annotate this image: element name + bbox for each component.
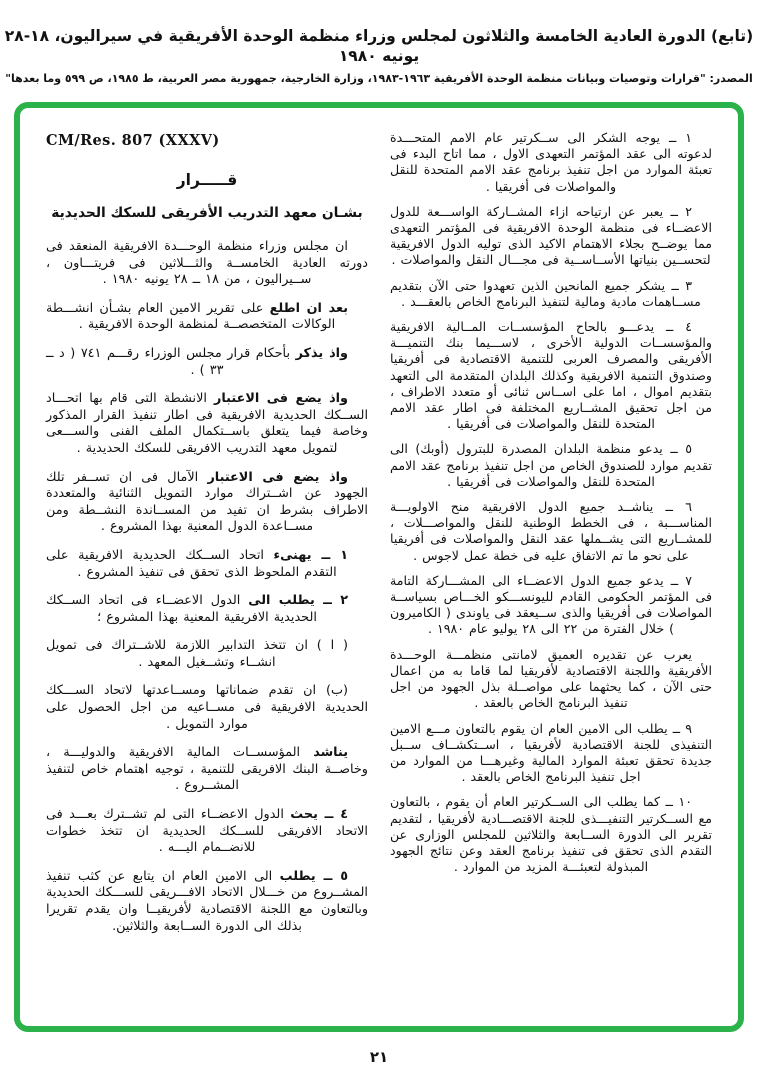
two-column-content: [20, 108, 738, 1026]
resolution-paragraph: [46, 548, 368, 581]
resolution-paragraph: [46, 593, 368, 626]
page-header: [0, 0, 758, 86]
paragraph-text: على تقرير الامين العام بشـأن انشـــطة الوكالات المتخصصــة لمنظمة الوحدة الافريقية .: [46, 300, 336, 333]
resolution-paragraph: [390, 794, 712, 875]
resolution-subtitle: بشـان معهد التدريب الأفريقى للسكك الحديدية: [51, 205, 363, 221]
paragraph-lead: واذ يضع فى الاعتبار: [207, 469, 348, 485]
doc-ref: CM/Res. 807 (XXXV): [46, 132, 220, 149]
resolution-paragraph: [46, 745, 368, 795]
resolution-paragraph: [390, 721, 712, 786]
resolution-paragraph: [390, 204, 712, 269]
paragraph-text: الدول الاعضــاء فى اتحاد الســكك الحديدية الافريقية المعنية بهذا المشروع ؛: [46, 593, 317, 625]
resolution-paragraph: [46, 807, 368, 857]
paragraph-lead: بعد ان اطلع: [269, 300, 348, 316]
resolution-paragraph: [390, 278, 712, 310]
paragraph-text: ان مجلس وزراء منظمة الوحـــدة الافريقية المنعقد فى دورته العادية الخامســة والثـــلاثين فى فريتـــاون ، ســيراليون ، من ١٨ ــ ٢٨ يونيه ١٩٨٠ .: [46, 239, 368, 288]
resolution-paragraph: [390, 573, 712, 638]
resolution-paragraph: [46, 239, 368, 289]
paragraph-text: (ب) ان تقدم ضماناتها ومســاعدتها لاتحاد الســـكك الحديدية الافريقية فى مســاعيه من اجل الحصول على موارد التمويل .: [46, 683, 368, 732]
resolution-paragraph: [46, 869, 368, 935]
paragraph-text: ٤ ــ يدعـــو بالحاح المؤسســات المــالية الافريقية والمؤسســات الدولية الأخرى ، لاســـيما بنك التنميـــة الأفريقى والمصرف العربى للتنمية الاقتصادية فى أفريقيا وصندوق التنمية الافريقية وكذلك البلدان المتقدمة الى التعهد بتقديم اموال ، اما على اســاس ثنائى أو متعدد الاطراف ، من اجل تحقيق المشــاريع المختلفة فى اطار عقد الامم المتحدة للنقل والمواصلات فى أفريقيا .: [390, 319, 712, 432]
resolution-paragraph: [390, 499, 712, 564]
paragraph-text: ١٠ ــ كما يطلب الى الســكرتير العام أن يقوم ، بالتعاون مع الســكرتير التنفيـــذى للجنة الاقتصـــادية لأفريقيا ، لتقديم تقرير الى الدورة الســابعة والثلاثين للمجلس الوزارى عن التقدم الذى تحقق فى تنفيذ برنامج العقد وعن نتائج الجهود المبذولة لتعبئـــة المزيد من الموارد .: [390, 794, 712, 875]
paragraph-text: ٧ ــ يدعو جميع الدول الاعضــاء الى المشـــاركة التامة فى المؤتمر الحكومى القادم لليونســـكو الخـــاص بسياســة المواصلات فى أفريقيا والذى ســيعقد فى ياوندى ( الكاميرون ) خلال الفترة من ٢٢ الى ٢٨ يوليو عام ١٩٨٠ .: [390, 572, 712, 637]
resolution-paragraph: [46, 683, 368, 733]
resolution-paragraph: [390, 647, 712, 712]
resolution-paragraph: [46, 346, 368, 379]
resolution-paragraph: [46, 391, 368, 457]
paragraph-text: الانشطة التى قام بها اتحـــاد الســكك الحديدية الافريقية فى اطار تنفيذ القرار المذكور وخاصة فيما يتعلق باســتكمال الملف الفنى والســـعى لتمويل معهد التدريب الافريقى للسكك الحديدية .: [46, 391, 368, 456]
paragraph-lead: ٢ ــ يطلب الى: [248, 593, 348, 609]
resolution-paragraph: [390, 130, 712, 195]
paragraph-text: الآمال فى ان تســفر تلك الجهود عن اشــتراك موارد التمويل الثنائية والمتعددة الاطراف بشرط ان تفيد من المســاندة النشــطة ومن مســاعدة الدول المعنية بهذا المشروع .: [46, 469, 368, 535]
paragraph-text: بأحكام قرار مجلس الوزراء رقـــم ٧٤١ ( د ــ ٣٣ ) .: [46, 345, 296, 378]
paragraph-lead: يناشد: [313, 745, 348, 761]
paragraph-text: ٢ ــ يعبر عن ارتياحه ازاء المشــاركة الواســـعة للدول الاعضــاء فى منظمة الوحدة الافريقية فى المؤتمر التعهدى مما يوضــح بجلاء الاهتمام الاكيد الذى توليه الدول الافريقية لتحســين بنياتها الأســاســية فى مجـــال النقل والمواصلات .: [390, 203, 712, 268]
paragraph-lead: ٥ ــ يطلب: [279, 868, 348, 884]
paragraph-text: اتحاد الســكك الحديدية الافريقية على التقدم الملحوظ الذى تحقق فى تنفيذ المشروع .: [46, 547, 337, 580]
paragraph-text: ٩ ــ يطلب الى الامين العام ان يقوم بالتعاون مـــع الامين التنفيذى للجنة الاقتصادية لأفريقيا ، اســتكشــاف ســبل جديدة تحقق تعبئة الموارد المالية وغيرهـــا من الموارد من اجل تنفيذ البرنامج الخاص بالعقد .: [390, 720, 712, 785]
paragraph-text: الى الامين العام ان يتابع عن كثب تنفيذ المشــروع من خـــلال الاتحاد الافـــريقى للســـكك الحديدية وبالتعاون مع اللجنة الاقتصادية لأفريقيــا وان يقدم تقريرا بذلك الى الدورة الســابعة والثلاثين.: [46, 868, 368, 934]
paragraph-text: ١ ــ يوجه الشكر الى ســكرتير عام الامم المتحـــدة لدعوته الى عقد المؤتمر التعهدى الاول ، مما اتاح البدء فى تعبئة الموارد من اجل تنفيذ برنامج عقد الامم المتحدة للنقل والمواصلات فى أفريقيا .: [390, 130, 712, 194]
paragraph-lead: واذ يذكر: [295, 345, 348, 361]
resolution-paragraph: [390, 319, 712, 432]
resolution-paragraph: [390, 441, 712, 490]
page-number: ٢١: [369, 1048, 389, 1066]
header-source-line: المصدر: "قرارات وتوصيات وبيانات منظمة الوحدة الأفريقية ١٩٦٣-١٩٨٣، وزارة الخارجية، جمهورية مصر العربية، ط ١٩٨٥، ص ٥٩٩ وما بعدها": [5, 72, 753, 85]
paragraph-text: ٣ ــ يشكر جميع المانحين الذين تعهدوا حتى الآن بتقديم مســاهمات مادية ومالية لتنفيذ البرنامج الخاص بالعقـــد .: [390, 277, 701, 309]
paragraph-text: ( ا ) ان تتخذ التدابير اللازمة للاشــتراك فى تمويل انشــاء وتشــغيل المعهد .: [46, 638, 348, 670]
header-session-title: (تابع) الدورة العادية الخامسة والثلاثون لمجلس وزراء منظمة الوحدة الأفريقية في سيراليون، ١٨-٢٨ يونيه ١٩٨٠: [4, 27, 754, 65]
paragraph-text: ٥ ــ يدعو منظمة البلدان المصدرة للبترول (أوبك) الى تقديم موارد للصندوق الخاص من اجل تنفيذ برنامج عقد الامم المتحدة للنقل والمواصلات فى أفريقيا .: [390, 441, 712, 489]
paragraph-text: المؤسســات المالية الافريقية والدوليـــة ، وخاصــة البنك الافريقى للتنمية ، توجيه اهتمام خاص لتنفيذ المشــروع .: [46, 745, 368, 794]
right-column: [390, 130, 712, 1026]
paragraph-lead: ١ ــ يهنىء: [273, 547, 349, 563]
resolution-paragraph: [46, 638, 368, 671]
resolution-paragraph: [46, 470, 368, 536]
paragraph-text: الدول الاعضــاء التى لم تشــترك بعـــد فى الاتحاد الافريقى للســكك الحديدية ان تتخذ خطوات للانضــمام اليـــه .: [46, 807, 368, 856]
resolution-title: قـــــرار: [176, 171, 238, 189]
paragraph-lead: واذ يضع فى الاعتبار: [213, 391, 348, 407]
paragraph-text: يعرب عن تقديره العميق لامانتى منظمـــة الوحـــدة الأفريقية واللجنة الاقتصادية لأفريقيا لما قاما به من اعمال حتى الآن ، كما يحثهما على مواصــلة بذل الجهود من اجل تنفيذ البرنامج الخاص بالعقد .: [390, 646, 712, 711]
left-column: [46, 130, 368, 1026]
resolution-paragraph: [46, 301, 368, 334]
paragraph-text: ٦ ــ يناشــد جميع الدول الافريقية منح الاولويـــة المناســـبة ، فى الخطط الوطنية للنقل والمواصـــلات ، للمشــاريع التى يشــملها عقد النقل والمواصلات فى أفريقيا على نحو ما تم الاتفاق عليه فى خطة عمل لاجوس .: [390, 499, 712, 563]
document-frame: [14, 102, 744, 1032]
paragraph-lead: ٤ ــ يحث: [290, 807, 349, 823]
